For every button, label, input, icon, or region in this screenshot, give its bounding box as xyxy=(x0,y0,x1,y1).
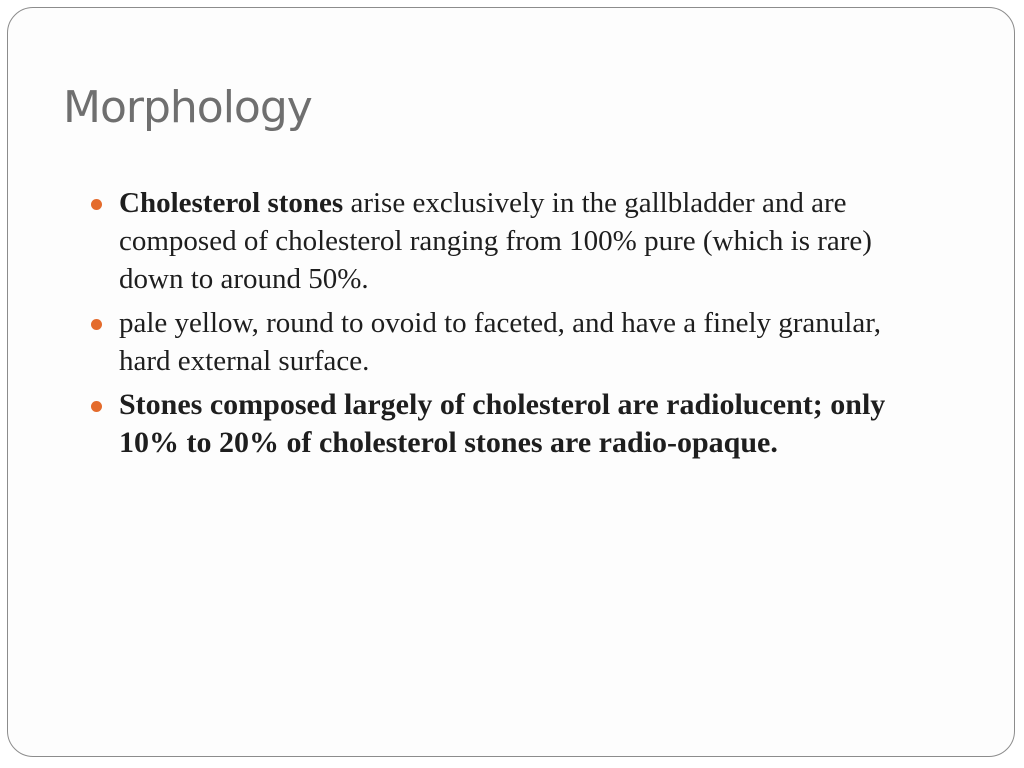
bullet-text: Stones composed largely of cholesterol are radiolucent; only 10% to 20% of cholesterol stones are radio-opaque. xyxy=(119,388,886,459)
bullet-text: pale yellow, round to ovoid to faceted, and have a finely granular, hard external surface. xyxy=(119,307,881,377)
slide-title: Morphology xyxy=(63,82,312,133)
bullet-item-2 xyxy=(87,304,937,380)
bullet-dot-icon xyxy=(91,319,102,330)
bullet-dot-icon xyxy=(91,199,102,210)
bullet-item-3 xyxy=(87,386,937,462)
bullet-text: arise exclusively in the gallbladder and are composed of cholesterol ranging from 100% pure (which is rare) down to around 50%. xyxy=(119,187,872,295)
bullet-list xyxy=(87,184,937,468)
bullet-item-1 xyxy=(87,184,937,298)
bullet-dot-icon xyxy=(91,401,102,412)
slide xyxy=(7,7,1015,757)
bullet-bold-lead: Cholesterol stones xyxy=(119,187,344,219)
